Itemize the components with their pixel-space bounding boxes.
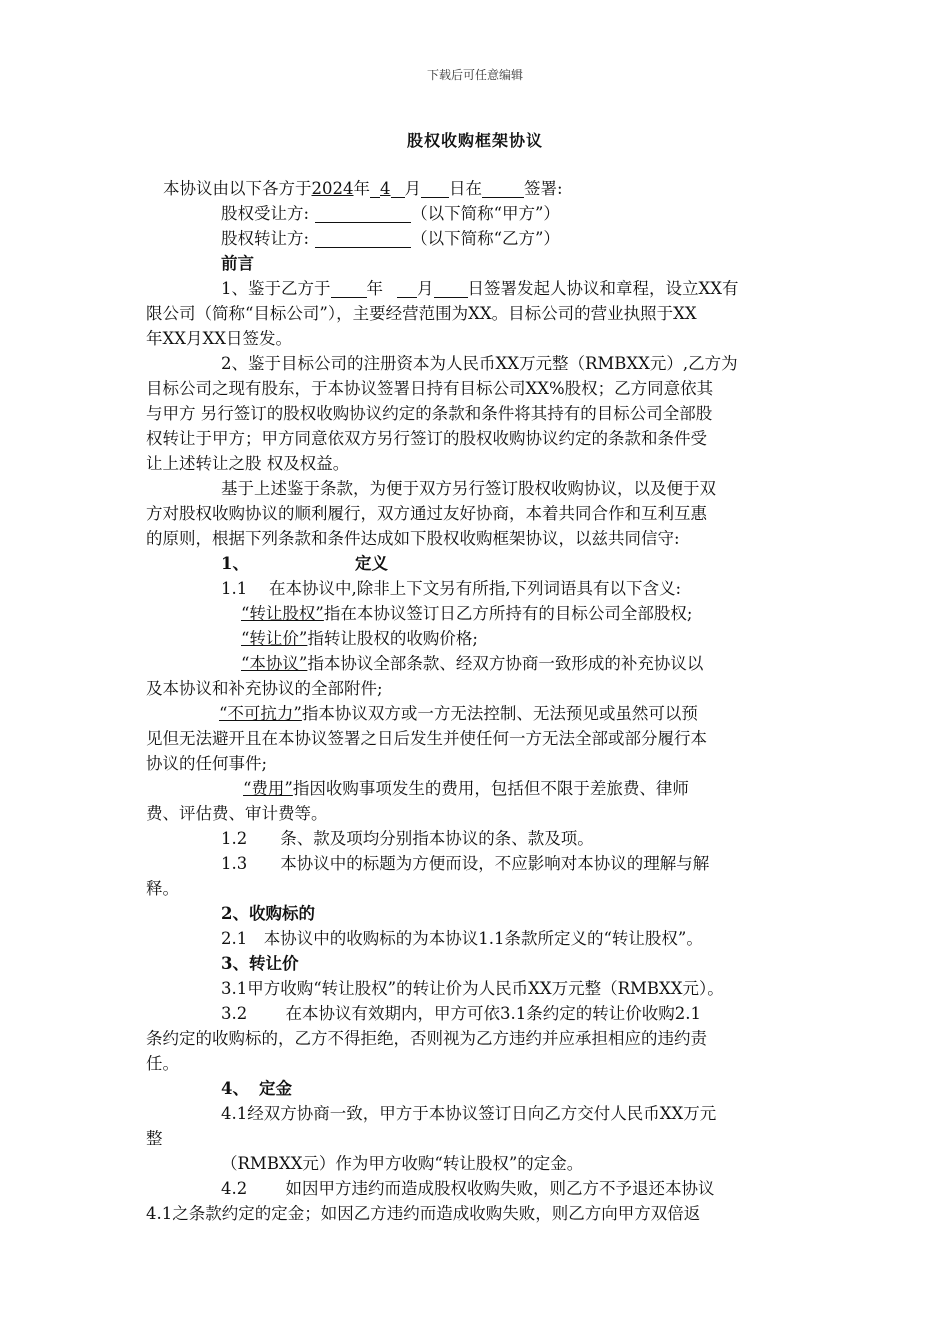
clause-4-2: 4.2 如因甲方违约而造成股权收购失败，则乙方不予退还本协议 — [221, 1179, 715, 1198]
term: “不可抗力” — [219, 704, 302, 723]
definition-1 — [241, 603, 692, 625]
clause-4-1: 4.1经双方协商一致，甲方于本协议签订日向乙方交付人民币XX万元 — [221, 1104, 717, 1123]
seller-note: （以下简称“乙方”） — [411, 229, 560, 248]
buyer-note: （以下简称“甲方”） — [411, 204, 560, 223]
clause-3-2: 3.2 在本协议有效期内，甲方可依3.1条约定的转让价收购2.1 — [221, 1004, 701, 1023]
term: “转让股权” — [241, 604, 324, 623]
seller-blank — [315, 229, 411, 248]
term-definition: 指因收购事项发生的费用，包括但不限于差旅费、律师 — [292, 779, 689, 798]
term-definition: 指本协议双方或一方无法控制、无法预见或虽然可以预 — [301, 704, 698, 723]
buyer-label: 股权受让方: — [221, 204, 310, 223]
intro-end: 签署: — [524, 179, 563, 198]
preface-p2-l1: 2、鉴于目标公司的注册资本为人民币XX万元整（RMBXX元）,乙方为 — [221, 354, 738, 373]
p1-text: 日签署发起人协议和章程，设立XX有 — [467, 279, 739, 298]
seller-label: 股权转让方: — [221, 229, 310, 248]
term: “本协议” — [241, 654, 308, 673]
p1-text: 年 — [366, 279, 383, 298]
year-value: 2024 — [311, 179, 354, 198]
preface-p2-l4: 权转让于甲方；甲方同意依双方另行签订的股权收购协议约定的条款和条件受 — [146, 429, 707, 448]
intro-line — [163, 178, 563, 200]
clause-4-1-l3: （RMBXX元）作为甲方收购“转让股权”的定金。 — [221, 1154, 584, 1173]
day-blank — [421, 179, 449, 198]
term-definition: 指在本协议签订日乙方所持有的目标公司全部股权; — [323, 604, 693, 623]
document-title: 股权收购框架协议 — [406, 131, 543, 150]
buyer-line — [221, 203, 560, 225]
place-blank — [482, 179, 524, 198]
seller-line — [221, 228, 560, 250]
preface-p2-l5: 让上述转让之股 权及权益。 — [146, 454, 350, 473]
definition-4 — [219, 703, 698, 725]
section-2-heading: 2、收购标的 — [221, 904, 315, 923]
clause-3-2-l3: 任。 — [146, 1054, 179, 1073]
preface-p1-l3: 年XX月XX日签发。 — [146, 329, 292, 348]
clause-3-2-l2: 条约定的收购标的，乙方不得拒绝，否则视为乙方违约并应承担相应的违约责 — [146, 1029, 707, 1048]
preface-p3-l2: 方对股权收购协议的顺利履行，双方通过友好协商，本着共同合作和互利互惠 — [146, 504, 707, 523]
clause-1-2: 1.2 条、款及项均分别指本协议的条、款及项。 — [221, 829, 594, 848]
definition-4-l3: 协议的任何事件; — [146, 754, 268, 773]
intro-text: 本协议由以下各方于 — [163, 179, 312, 198]
preface-p2-l2: 目标公司之现有股东，于本协议签署日持有目标公司XX%股权；乙方同意依其 — [146, 379, 714, 398]
blank — [391, 179, 405, 198]
term: “费用” — [243, 779, 293, 798]
preface-p3-l1: 基于上述鉴于条款，为便于双方另行签订股权收购协议，以及便于双 — [221, 479, 716, 498]
definition-4-l2: 见但无法避开且在本协议签署之日后发生并使任何一方无法全部或部分履行本 — [146, 729, 707, 748]
clause-1-1: 1.1 在本协议中,除非上下文另有所指,下列词语具有以下含义: — [221, 579, 682, 598]
term-definition: 指转让股权的收购价格; — [307, 629, 478, 648]
section-3-heading: 3、转让价 — [221, 954, 299, 973]
clause-4-1-l2: 整 — [146, 1129, 163, 1148]
page-header: 下载后可任意编辑 — [426, 68, 523, 82]
term: “转让价” — [241, 629, 308, 648]
buyer-blank — [315, 204, 411, 223]
clause-2-1: 2.1 本协议中的收购标的为本协议1.1条款所定义的“转让股权”。 — [221, 929, 703, 948]
section-4-number: 4、 — [221, 1079, 249, 1098]
section-1-heading: 定义 — [355, 554, 388, 573]
month-suffix: 月 — [404, 179, 421, 198]
clause-1-3-l2: 释。 — [146, 879, 179, 898]
section-1-number: 1、 — [221, 554, 249, 573]
blank — [397, 279, 417, 298]
preface-heading: 前言 — [221, 254, 254, 273]
section-4-heading: 定金 — [259, 1079, 292, 1098]
month-value: 4 — [380, 179, 391, 198]
definition-5 — [243, 778, 689, 800]
preface-p3-l3: 的原则，根据下列条款和条件达成如下股权收购框架协议，以兹共同信守: — [146, 529, 680, 548]
definition-2 — [241, 628, 478, 650]
definition-5-l2: 费、评估费、审计费等。 — [146, 804, 328, 823]
blank — [434, 279, 468, 298]
year-suffix: 年 — [353, 179, 370, 198]
blank — [331, 279, 367, 298]
day-suffix: 日在 — [449, 179, 482, 198]
definition-3 — [241, 653, 703, 675]
preface-p1-l2: 限公司（简称“目标公司”），主要经营范围为XX。目标公司的营业执照于XX — [146, 304, 697, 323]
clause-1-3: 1.3 本协议中的标题为方便而设，不应影响对本协议的理解与解 — [221, 854, 710, 873]
clause-3-1: 3.1甲方收购“转让股权”的转让价为人民币XX万元整（RMBXX元）。 — [221, 979, 724, 998]
p1-text: 月 — [417, 279, 434, 298]
definition-3-l2: 及本协议和补充协议的全部附件; — [146, 679, 383, 698]
clause-4-2-l2: 4.1之条款约定的定金；如因乙方违约而造成收购失败，则乙方向甲方双倍返 — [146, 1204, 701, 1223]
p1-text: 1、鉴于乙方于 — [221, 279, 331, 298]
term-definition: 指本协议全部条款、经双方协商一致形成的补充协议以 — [307, 654, 704, 673]
preface-p2-l3: 与甲方 另行签订的股权收购协议约定的条款和条件将其持有的目标公司全部股 — [146, 404, 713, 423]
blank — [370, 179, 380, 198]
preface-p1 — [221, 278, 739, 300]
